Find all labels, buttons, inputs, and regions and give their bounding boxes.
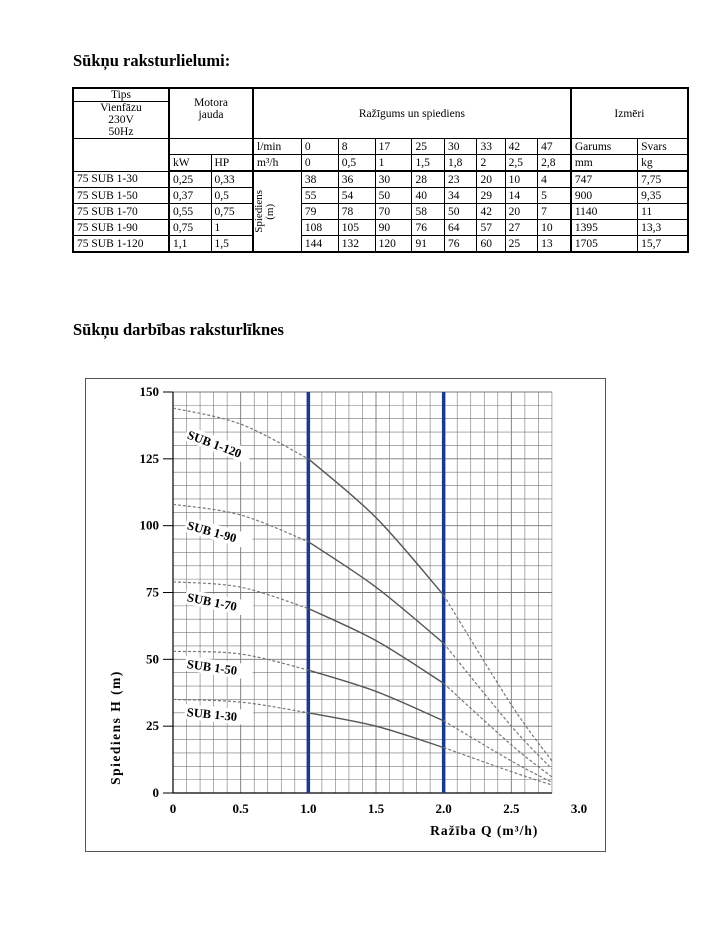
flow-lmin-cell: 8 (338, 139, 375, 155)
head-value-cell: 54 (338, 188, 375, 204)
kg-label: kg (638, 155, 688, 172)
length-cell: 747 (571, 171, 638, 188)
flow-m3h-cell: 0,5 (338, 155, 375, 172)
head-label (254, 190, 276, 233)
head-value-cell: 55 (301, 188, 338, 204)
table-row (73, 188, 688, 204)
head-value-cell: 5 (538, 188, 571, 204)
weight-cell: 11 (638, 204, 688, 220)
pump-model-cell: 75 SUB 1-90 (73, 220, 169, 236)
type-header-line: 230V (108, 114, 134, 126)
head-value-cell: 144 (301, 236, 338, 253)
motor-header-line: jauda (198, 109, 224, 121)
head-value-cell: 50 (375, 188, 412, 204)
head-value-cell: 23 (444, 171, 477, 188)
y-axis-title: Spiediens H (m) (108, 670, 123, 785)
table-row (73, 171, 688, 188)
head-label-cell (253, 171, 301, 252)
motor-subheader-blank (169, 139, 253, 155)
table-row (73, 220, 688, 236)
flow-m3h-cell: 1,5 (412, 155, 445, 172)
power-hp-cell: 1 (211, 220, 253, 236)
weight-label: Svars (638, 139, 688, 155)
power-kw-cell: 0,37 (169, 188, 211, 204)
type-subheader-blank (73, 139, 169, 172)
y-tick-label: 25 (146, 718, 159, 734)
head-value-cell: 76 (412, 220, 445, 236)
performance-header: Ražīgums un spiediens (253, 88, 571, 139)
series-label: SUB 1-120 (185, 427, 244, 461)
head-value-cell: 14 (505, 188, 538, 204)
lmin-label: l/min (253, 139, 301, 155)
power-hp-cell: 1,5 (211, 236, 253, 253)
y-tick-label: 0 (152, 785, 159, 800)
head-value-cell: 4 (538, 171, 571, 188)
hp-label: HP (211, 155, 253, 172)
head-value-cell: 108 (301, 220, 338, 236)
head-value-cell: 30 (375, 171, 412, 188)
head-value-cell: 28 (412, 171, 445, 188)
head-label-text: Spiediens (253, 190, 265, 233)
power-kw-cell: 0,75 (169, 220, 211, 236)
x-tick-label: 1.5 (367, 801, 385, 816)
weight-cell: 15,7 (638, 236, 688, 253)
length-cell: 1705 (571, 236, 638, 253)
pump-model-cell: 75 SUB 1-120 (73, 236, 169, 253)
x-tick-label: 0.5 (232, 801, 249, 816)
head-value-cell: 20 (477, 171, 505, 188)
performance-chart-frame (85, 378, 606, 852)
pump-model-cell: 75 SUB 1-30 (73, 171, 169, 188)
series-label: SUB 1-90 (185, 518, 239, 546)
flow-m3h-cell: 2,8 (538, 155, 571, 172)
power-kw-cell: 1,1 (169, 236, 211, 253)
head-value-cell: 13 (538, 236, 571, 253)
pump-spec-table (72, 87, 689, 253)
head-value-cell: 64 (444, 220, 477, 236)
power-kw-cell: 0,55 (169, 204, 211, 220)
head-value-cell: 90 (375, 220, 412, 236)
head-value-cell: 60 (477, 236, 505, 253)
length-cell: 900 (571, 188, 638, 204)
head-value-cell: 34 (444, 188, 477, 204)
flow-lmin-cell: 17 (375, 139, 412, 155)
flow-m3h-cell: 1,8 (444, 155, 477, 172)
head-value-cell: 58 (412, 204, 445, 220)
x-tick-label: 0 (169, 801, 177, 816)
flow-m3h-cell: 0 (301, 155, 338, 172)
head-value-cell: 29 (477, 188, 505, 204)
x-tick-label: 2.0 (435, 801, 452, 816)
head-unit-text: (m) (264, 203, 276, 220)
section-title-curves: Sūkņu darbības raksturlīknes (73, 320, 284, 339)
m3h-label: m³/h (253, 155, 301, 172)
head-value-cell: 79 (301, 204, 338, 220)
type-header-line: Vienfāzu (74, 101, 168, 114)
head-value-cell: 20 (505, 204, 538, 220)
kw-label: kW (169, 155, 211, 172)
type-header (73, 88, 169, 139)
motor-header (169, 88, 253, 139)
head-value-cell: 27 (505, 220, 538, 236)
flow-lmin-cell: 47 (538, 139, 571, 155)
head-value-cell: 42 (477, 204, 505, 220)
motor-header-line: Motora (194, 97, 228, 109)
pump-model-cell: 75 SUB 1-70 (73, 204, 169, 220)
y-tick-label: 50 (146, 651, 159, 667)
flow-lmin-cell: 42 (505, 139, 538, 155)
head-value-cell: 132 (338, 236, 375, 253)
head-value-cell: 10 (538, 220, 571, 236)
weight-cell: 9,35 (638, 188, 688, 204)
head-value-cell: 57 (477, 220, 505, 236)
flow-lmin-cell: 25 (412, 139, 445, 155)
series-label: SUB 1-70 (185, 590, 239, 614)
y-tick-label: 150 (139, 384, 159, 399)
y-tick-label: 100 (139, 517, 159, 533)
section-title-characteristics: Sūkņu raksturlielumi: (73, 51, 231, 70)
head-value-cell: 78 (338, 204, 375, 220)
weight-cell: 13,3 (638, 220, 688, 236)
table-row (73, 236, 688, 253)
head-value-cell: 7 (538, 204, 571, 220)
type-header-line: Tips (110, 89, 132, 101)
flow-lmin-cell: 33 (477, 139, 505, 155)
head-value-cell: 36 (338, 171, 375, 188)
head-value-cell: 70 (375, 204, 412, 220)
x-axis-title: Ražība Q (m³/h) (430, 823, 539, 838)
head-value-cell: 76 (444, 236, 477, 253)
head-value-cell: 40 (412, 188, 445, 204)
dimensions-header: Izmēri (571, 88, 688, 139)
head-value-cell: 91 (412, 236, 445, 253)
length-cell: 1395 (571, 220, 638, 236)
performance-chart (86, 379, 605, 851)
head-value-cell: 105 (338, 220, 375, 236)
mm-label: mm (571, 155, 638, 172)
flow-m3h-cell: 2,5 (505, 155, 538, 172)
table-row (73, 204, 688, 220)
power-kw-cell: 0,25 (169, 171, 211, 188)
flow-m3h-cell: 2 (477, 155, 505, 172)
x-tick-label: 2.5 (503, 801, 520, 816)
length-cell: 1140 (571, 204, 638, 220)
y-tick-label: 75 (146, 584, 159, 600)
head-value-cell: 25 (505, 236, 538, 253)
x-tick-label: 3.0 (570, 801, 588, 816)
flow-m3h-cell: 1 (375, 155, 412, 172)
flow-lmin-cell: 0 (301, 139, 338, 155)
y-tick-label: 125 (139, 450, 159, 466)
type-header-line: 50Hz (108, 126, 134, 138)
length-label: Garums (571, 139, 638, 155)
power-hp-cell: 0,33 (211, 171, 253, 188)
power-hp-cell: 0,75 (211, 204, 253, 220)
head-value-cell: 50 (444, 204, 477, 220)
weight-cell: 7,75 (638, 171, 688, 188)
pump-model-cell: 75 SUB 1-50 (73, 188, 169, 204)
series-label: SUB 1-30 (186, 705, 238, 725)
head-value-cell: 38 (301, 171, 338, 188)
head-value-cell: 10 (505, 171, 538, 188)
flow-lmin-cell: 30 (444, 139, 477, 155)
head-value-cell: 120 (375, 236, 412, 253)
power-hp-cell: 0,5 (211, 188, 253, 204)
series-label: SUB 1-50 (186, 657, 238, 678)
x-tick-label: 1.0 (300, 801, 317, 816)
